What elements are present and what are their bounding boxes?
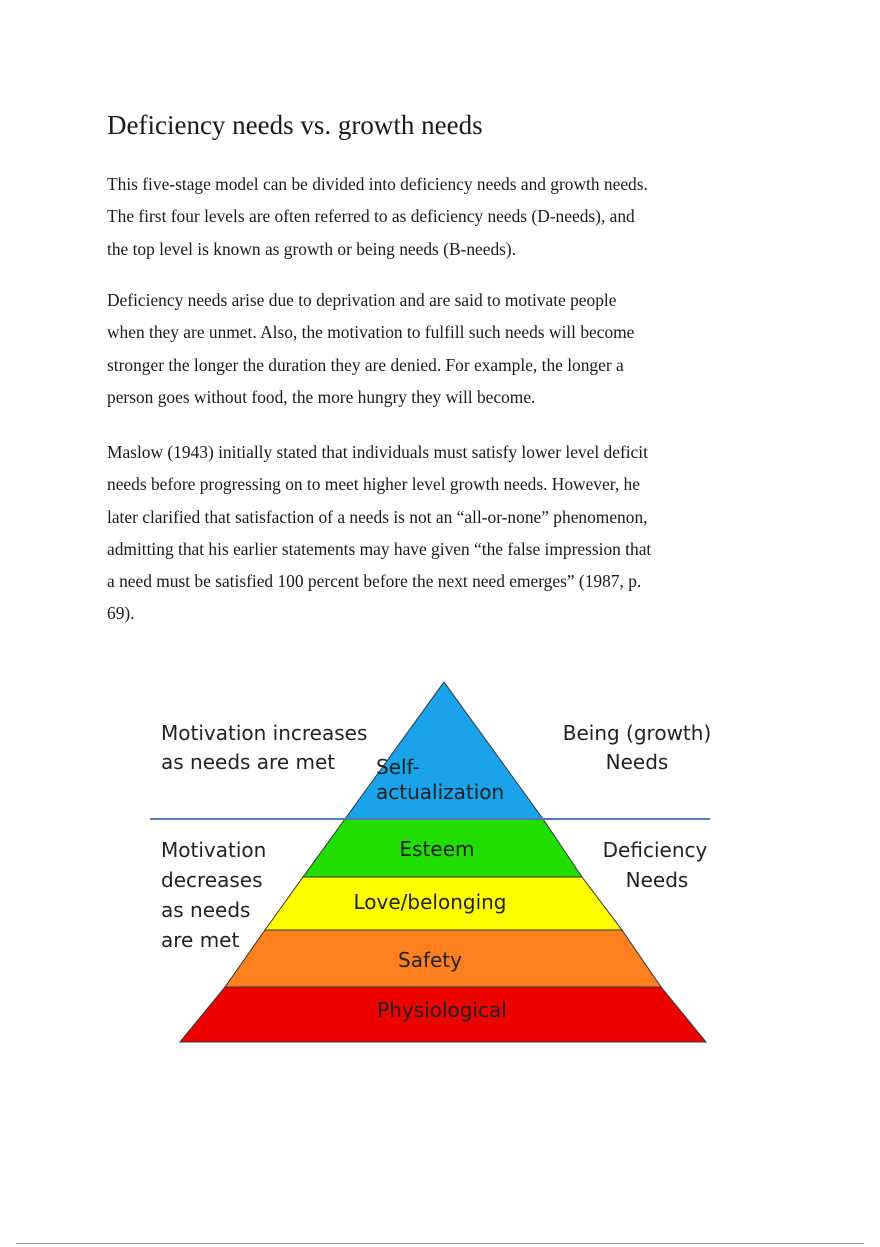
paragraph-1 bbox=[107, 168, 732, 265]
motivation-decreases-label: Motivation bbox=[161, 838, 267, 862]
paragraph-line: when they are unmet. Also, the motivation to fulfill such needs will become bbox=[107, 322, 635, 343]
footer-rule bbox=[16, 1243, 864, 1244]
paragraph-line: Maslow (1943) initially stated that individuals must satisfy lower level deficit bbox=[107, 442, 648, 462]
being-growth-needs-label: Being (growth) bbox=[562, 721, 712, 745]
motivation-decreases-label: as needs bbox=[161, 898, 251, 922]
tier-label-self: Self- bbox=[376, 755, 420, 779]
deficiency-needs-label: Deficiency bbox=[602, 838, 708, 862]
section-heading: Deficiency needs vs. growth needs bbox=[107, 110, 483, 140]
paragraph-line: stronger the longer the duration they are denied. For example, the longer a bbox=[107, 354, 624, 375]
paragraph-line: needs before progressing on to meet higher level growth needs. However, he bbox=[107, 474, 640, 495]
tier-label-safety: Safety bbox=[398, 948, 462, 972]
paragraph-line: admitting that his earlier statements may have given “the false impression that bbox=[107, 538, 652, 559]
motivation-increases-label: as needs are met bbox=[161, 750, 336, 774]
tier-label-physiological: Physiological bbox=[377, 998, 507, 1022]
tier-label-love-belonging: Love/belonging bbox=[353, 890, 507, 914]
paragraph-line: This five-stage model can be divided into deficiency needs and growth needs. bbox=[107, 174, 648, 194]
motivation-decreases-label: decreases bbox=[161, 868, 263, 892]
maslow-pyramid-figure bbox=[140, 672, 730, 1052]
paragraph-line: Deficiency needs arise due to deprivation and are said to motivate people bbox=[107, 290, 617, 310]
paragraph-line: a need must be satisfied 100 percent before the next need emerges” (1987, p. bbox=[107, 571, 642, 592]
paragraph-line: The first four levels are often referred to as deficiency needs (D-needs), and bbox=[107, 206, 635, 227]
tier-label-esteem: Esteem bbox=[399, 837, 475, 861]
being-growth-needs-label: Needs bbox=[605, 750, 669, 774]
motivation-decreases-label: are met bbox=[161, 928, 240, 952]
paragraph-2 bbox=[107, 284, 732, 413]
paragraph-line: person goes without food, the more hungry they will become. bbox=[107, 386, 536, 407]
deficiency-needs-label: Needs bbox=[625, 868, 689, 892]
paragraph-line: later clarified that satisfaction of a needs is not an “all-or-none” phenomenon, bbox=[107, 506, 648, 527]
paragraph-3 bbox=[107, 436, 732, 630]
maslow-pyramid-svg bbox=[140, 672, 730, 1052]
paragraph-line: 69). bbox=[107, 603, 135, 624]
tier-label-actualization: actualization bbox=[376, 780, 505, 804]
paragraph-line: the top level is known as growth or being needs (B-needs). bbox=[107, 238, 517, 259]
motivation-increases-label: Motivation increases bbox=[161, 721, 368, 745]
